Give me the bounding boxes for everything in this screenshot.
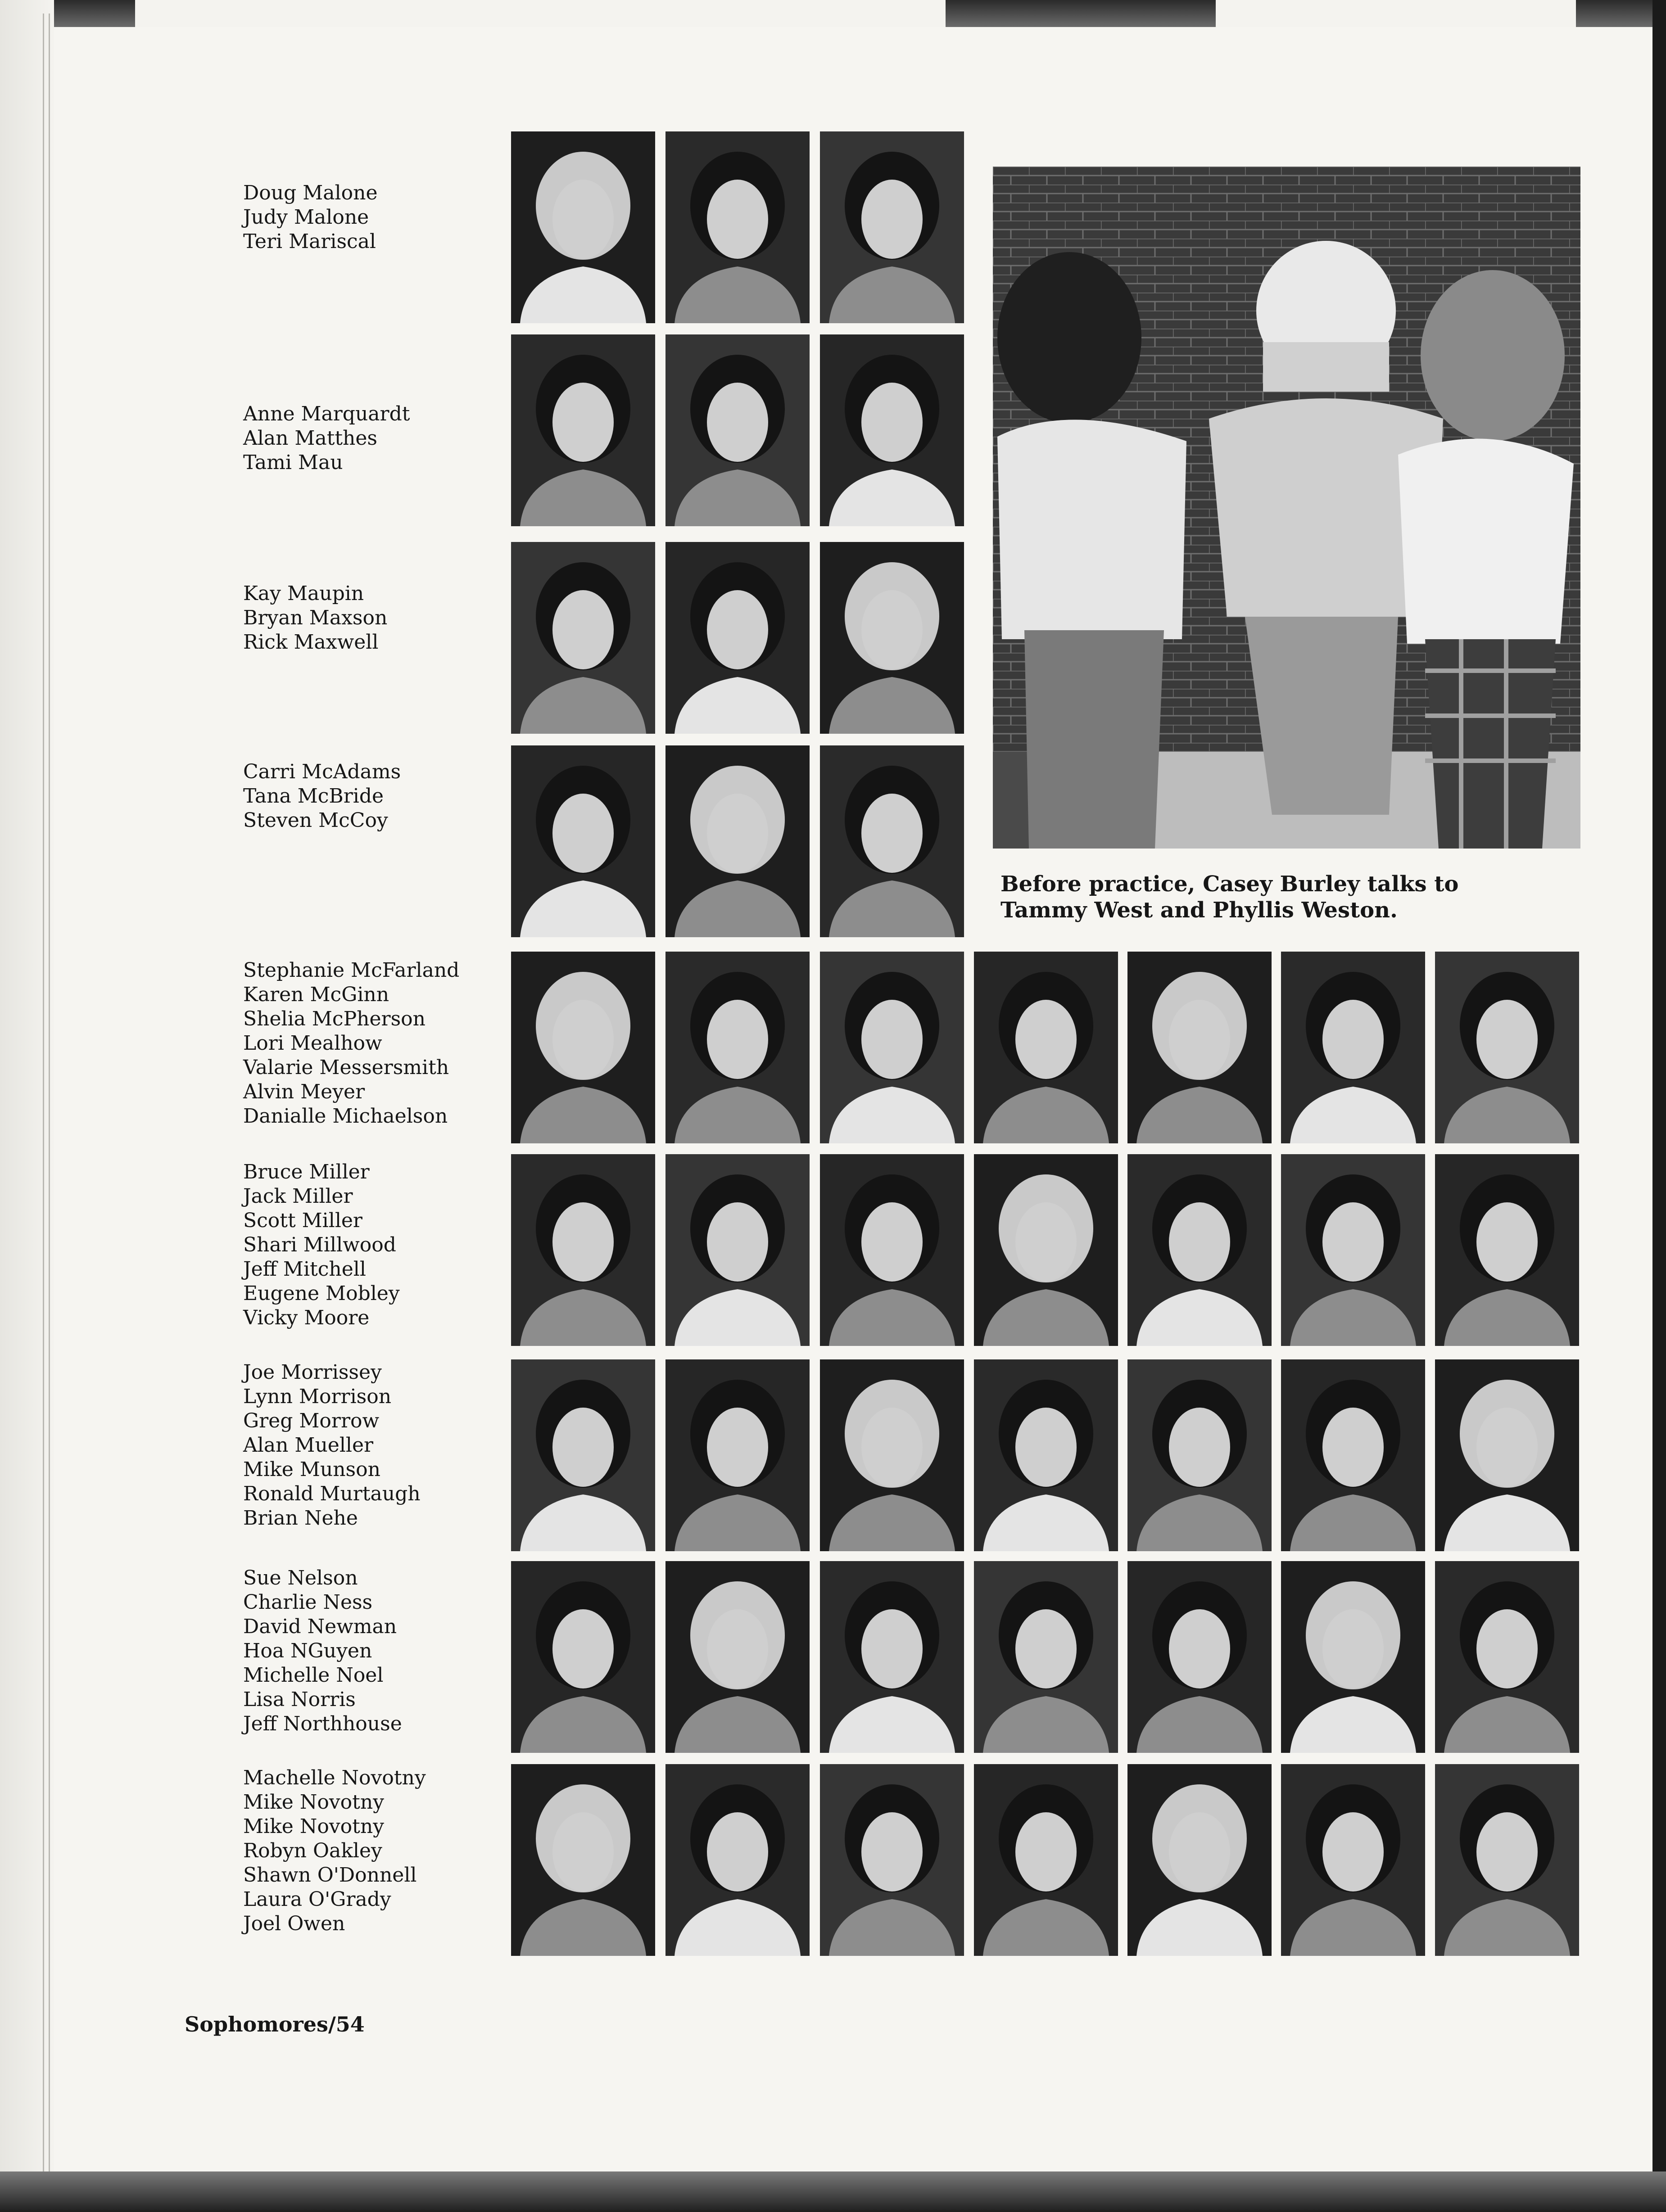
student-name: Karen McGinn <box>243 983 389 1006</box>
student-portrait <box>1281 1561 1425 1753</box>
name-group-6 <box>243 1160 400 1330</box>
student-portrait <box>1281 952 1425 1143</box>
student-name: Tana McBride <box>243 785 384 808</box>
portrait-image <box>1127 1359 1272 1551</box>
portrait-image <box>974 1154 1118 1346</box>
student-name: Valarie Messersmith <box>243 1056 449 1079</box>
page-binding-line <box>43 14 44 2194</box>
student-portrait <box>665 1764 810 1956</box>
student-portrait <box>820 1764 964 1956</box>
portrait-image <box>820 542 964 734</box>
portrait-image <box>665 1154 810 1346</box>
portrait-image <box>1281 1561 1425 1753</box>
student-portrait <box>1127 1764 1272 1956</box>
portrait-image <box>1281 1154 1425 1346</box>
student-portrait <box>820 131 964 323</box>
portrait-image <box>820 334 964 526</box>
student-portrait <box>1127 1154 1272 1346</box>
name-group-2 <box>243 402 410 475</box>
student-name: Teri Mariscal <box>243 230 376 253</box>
portrait-image <box>665 952 810 1143</box>
student-portrait <box>1281 1359 1425 1551</box>
student-name: Steven McCoy <box>243 809 388 832</box>
portrait-image <box>511 745 655 937</box>
portrait-image <box>1281 1764 1425 1956</box>
student-name: Alvin Meyer <box>243 1080 365 1103</box>
student-portrait <box>511 952 655 1143</box>
student-portrait <box>665 334 810 526</box>
portrait-image <box>1435 952 1579 1143</box>
student-name: Shawn O'Donnell <box>243 1864 417 1887</box>
name-group-1 <box>243 181 377 254</box>
portrait-image <box>665 131 810 323</box>
student-name: Scott Miller <box>243 1209 362 1232</box>
portrait-image <box>820 131 964 323</box>
caption-line: Tammy West and Phyllis Weston. <box>1001 898 1398 923</box>
student-name: Ronald Murtaugh <box>243 1482 421 1505</box>
student-name: Bruce Miller <box>243 1160 370 1183</box>
student-portrait <box>820 542 964 734</box>
student-name: Laura O'Grady <box>243 1888 391 1911</box>
portrait-image <box>511 1561 655 1753</box>
feature-photo-caption <box>1001 871 1577 923</box>
portrait-image <box>511 334 655 526</box>
name-group-4 <box>243 760 401 833</box>
student-name: Doug Malone <box>243 181 378 204</box>
portrait-image <box>665 1561 810 1753</box>
student-portrait <box>665 1359 810 1551</box>
student-name: Hoa NGuyen <box>243 1639 372 1662</box>
portrait-image <box>1281 952 1425 1143</box>
student-name: Kay Maupin <box>243 582 364 605</box>
student-portrait <box>665 1154 810 1346</box>
student-portrait <box>820 1561 964 1753</box>
student-name: Vicky Moore <box>243 1306 370 1329</box>
student-portrait <box>1435 1359 1579 1551</box>
portrait-image <box>974 1561 1118 1753</box>
student-portrait <box>511 1764 655 1956</box>
page-top-edge-gap <box>135 0 946 27</box>
student-portrait <box>820 952 964 1143</box>
student-portrait <box>974 1359 1118 1551</box>
portrait-image <box>511 952 655 1143</box>
page-top-edge-gap <box>1216 0 1576 27</box>
student-name: Rick Maxwell <box>243 631 379 654</box>
student-portrait <box>820 745 964 937</box>
portrait-image <box>665 1359 810 1551</box>
student-portrait <box>974 1154 1118 1346</box>
student-name: Mike Novotny <box>243 1815 385 1838</box>
portrait-image <box>1435 1359 1579 1551</box>
student-portrait <box>974 952 1118 1143</box>
feature-photo <box>993 167 1580 849</box>
student-name: Danialle Michaelson <box>243 1105 448 1128</box>
portrait-image <box>820 1561 964 1753</box>
student-portrait <box>511 131 655 323</box>
student-portrait <box>1435 952 1579 1143</box>
portrait-image <box>511 1154 655 1346</box>
portrait-image <box>1435 1764 1579 1956</box>
portrait-image <box>820 952 964 1143</box>
student-name: Eugene Mobley <box>243 1282 400 1305</box>
student-name: Jeff Northhouse <box>243 1712 402 1735</box>
student-name: Anne Marquardt <box>243 402 410 425</box>
student-name: Bryan Maxson <box>243 606 388 629</box>
portrait-image <box>1435 1154 1579 1346</box>
student-portrait <box>665 542 810 734</box>
student-portrait <box>974 1764 1118 1956</box>
name-group-8 <box>243 1566 402 1736</box>
student-name: Joel Owen <box>243 1912 345 1935</box>
student-name: David Newman <box>243 1615 397 1638</box>
student-name: Lisa Norris <box>243 1688 356 1711</box>
portrait-image <box>665 542 810 734</box>
student-name: Alan Mueller <box>243 1434 374 1457</box>
name-group-3 <box>243 582 387 655</box>
portrait-image <box>511 1359 655 1551</box>
portrait-image <box>820 745 964 937</box>
student-name: Joe Morrissey <box>243 1361 382 1384</box>
portrait-image <box>1127 1764 1272 1956</box>
student-portrait <box>665 131 810 323</box>
student-portrait <box>511 1154 655 1346</box>
portrait-image <box>974 952 1118 1143</box>
portrait-image <box>665 334 810 526</box>
student-portrait <box>511 334 655 526</box>
page-top-edge <box>0 0 1666 27</box>
name-group-5 <box>243 958 459 1129</box>
student-name: Mike Novotny <box>243 1791 385 1814</box>
student-portrait <box>1127 1359 1272 1551</box>
student-name: Lynn Morrison <box>243 1385 392 1408</box>
portrait-image <box>665 745 810 937</box>
student-portrait <box>1435 1154 1579 1346</box>
student-portrait <box>1281 1154 1425 1346</box>
page-right-edge <box>1652 0 1666 2212</box>
page-binding-line <box>49 14 50 2194</box>
portrait-image <box>1127 952 1272 1143</box>
student-name: Robyn Oakley <box>243 1839 382 1862</box>
student-name: Judy Malone <box>243 206 369 229</box>
feature-photo-image <box>993 167 1580 849</box>
student-portrait <box>511 745 655 937</box>
student-name: Shelia McPherson <box>243 1007 426 1030</box>
page-binding-edge <box>0 0 54 2212</box>
portrait-image <box>665 1764 810 1956</box>
student-portrait <box>511 1561 655 1753</box>
caption-line: Before practice, Casey Burley talks to <box>1001 871 1459 897</box>
student-portrait <box>665 1561 810 1753</box>
student-portrait <box>1127 1561 1272 1753</box>
student-name: Alan Matthes <box>243 427 378 450</box>
portrait-image <box>511 542 655 734</box>
student-portrait <box>820 334 964 526</box>
portrait-image <box>511 131 655 323</box>
portrait-image <box>1127 1561 1272 1753</box>
student-name: Greg Morrow <box>243 1409 380 1432</box>
portrait-image <box>820 1154 964 1346</box>
portrait-image <box>974 1359 1118 1551</box>
student-name: Machelle Novotny <box>243 1766 426 1789</box>
student-portrait <box>820 1359 964 1551</box>
student-portrait <box>665 952 810 1143</box>
student-name: Carri McAdams <box>243 760 401 783</box>
student-name: Mike Munson <box>243 1458 380 1481</box>
portrait-image <box>820 1359 964 1551</box>
portrait-image <box>820 1764 964 1956</box>
student-name: Tami Mau <box>243 451 343 474</box>
student-name: Sue Nelson <box>243 1566 358 1589</box>
student-name: Michelle Noel <box>243 1664 384 1687</box>
student-portrait <box>511 1359 655 1551</box>
student-name: Shari Millwood <box>243 1233 396 1256</box>
student-portrait <box>1435 1561 1579 1753</box>
student-name: Stephanie McFarland <box>243 959 460 982</box>
student-portrait <box>820 1154 964 1346</box>
student-name: Jeff Mitchell <box>243 1258 366 1281</box>
page-bottom-edge <box>0 2171 1666 2212</box>
student-portrait <box>511 542 655 734</box>
student-portrait <box>665 745 810 937</box>
student-name: Charlie Ness <box>243 1591 373 1614</box>
student-portrait <box>1281 1764 1425 1956</box>
student-name: Brian Nehe <box>243 1507 358 1530</box>
portrait-image <box>1435 1561 1579 1753</box>
portrait-image <box>511 1764 655 1956</box>
portrait-image <box>974 1764 1118 1956</box>
student-portrait <box>974 1561 1118 1753</box>
student-portrait <box>1127 952 1272 1143</box>
student-name: Lori Mealhow <box>243 1032 382 1055</box>
portrait-image <box>1127 1154 1272 1346</box>
name-group-7 <box>243 1360 421 1530</box>
student-name: Jack Miller <box>243 1185 353 1208</box>
name-group-9 <box>243 1766 426 1936</box>
portrait-image <box>1281 1359 1425 1551</box>
page-folio: Sophomores/54 <box>185 2012 365 2036</box>
student-portrait <box>1435 1764 1579 1956</box>
